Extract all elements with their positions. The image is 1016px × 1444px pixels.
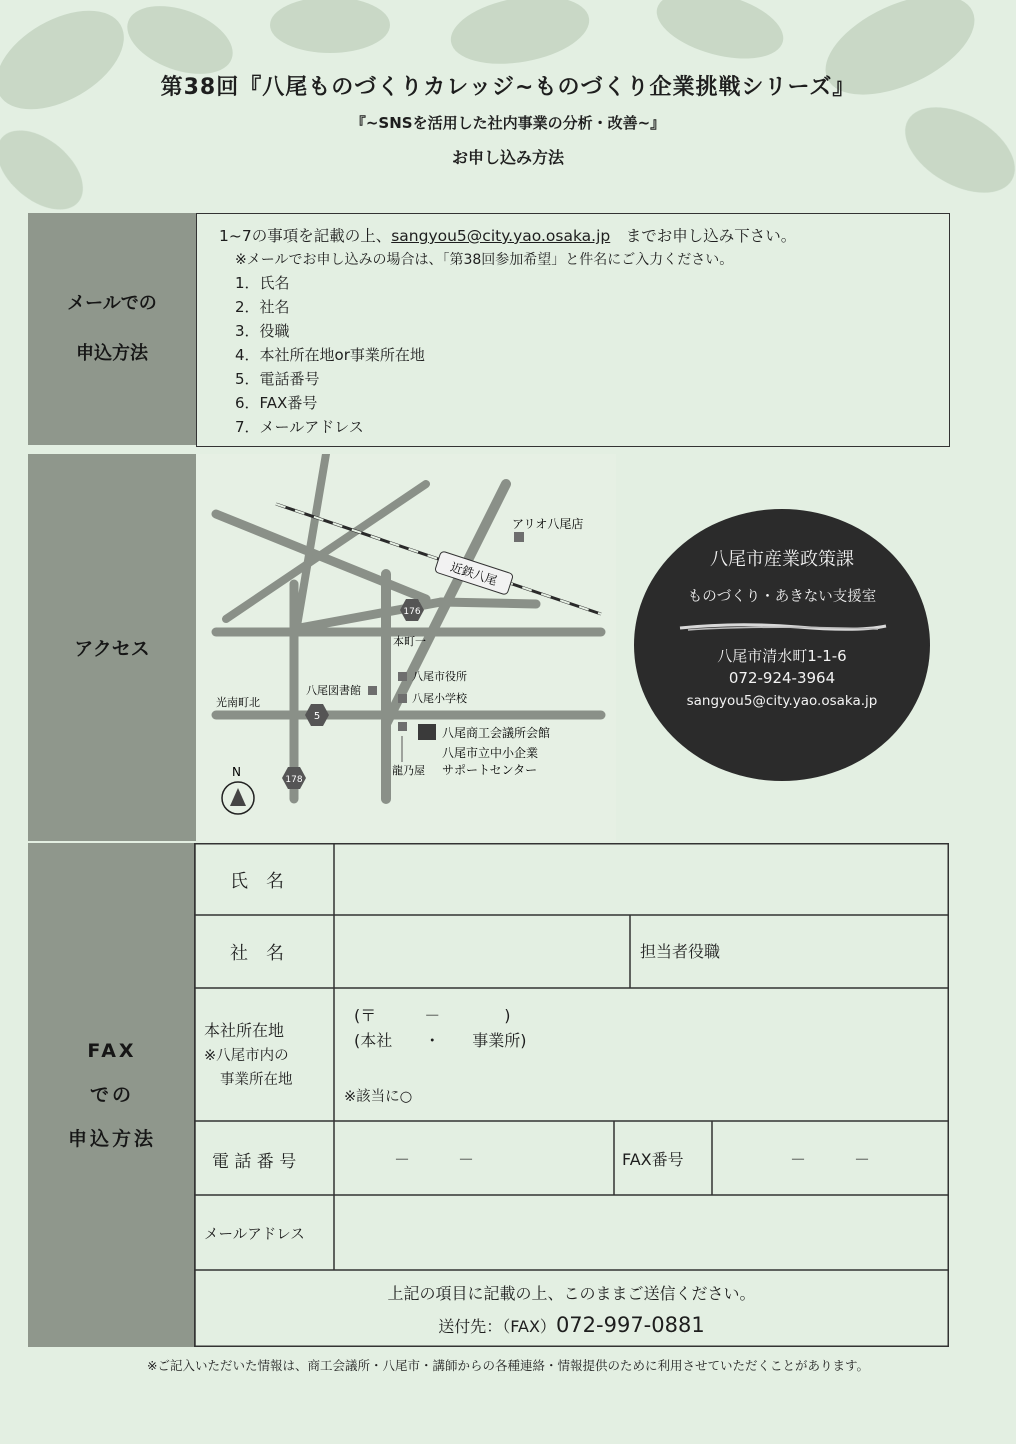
brush-stroke-divider — [678, 621, 888, 633]
list-item: 3．役職 — [235, 322, 290, 340]
email-link[interactable]: sangyou5@city.yao.osaka.jp — [391, 227, 611, 245]
mail-label-line2: 申込方法 — [75, 343, 148, 364]
fax-number-label: FAX番号 — [622, 1150, 684, 1169]
contact-badge — [634, 509, 930, 781]
send-to-label: 送付先：（FAX） — [438, 1317, 556, 1336]
name-label: 氏 名 — [230, 871, 284, 892]
station-label: 近鉄八尾 — [448, 559, 499, 589]
send-to-line — [194, 1313, 949, 1337]
fax-section-label — [28, 843, 196, 1347]
address-note-line1: ※八尾市内の — [204, 1048, 289, 1064]
role-label: 担当者役職 — [640, 942, 721, 961]
company-label: 社 名 — [230, 943, 284, 964]
list-item: 7．メールアドレス — [235, 418, 364, 436]
library-label: 八尾図書館 — [306, 684, 361, 697]
mail-intro-suffix: までお申し込み下さい。 — [625, 227, 797, 245]
list-item: 4．本社所在地or事業所在地 — [235, 346, 425, 364]
mail-label-line1: メールでの — [67, 293, 157, 314]
route-5-label: 5 — [313, 711, 321, 722]
office-name: ものづくり・あきない支援室 — [687, 589, 877, 605]
ario-label: アリオ八尾店 — [512, 517, 584, 531]
route-176-label: 176 — [403, 607, 421, 617]
center-label-line1: 八尾市立中小企業 — [442, 746, 539, 760]
fax-form — [194, 843, 949, 1347]
list-item: 1．氏名 — [235, 274, 290, 292]
phone-label: 電 話 番 号 — [212, 1152, 297, 1172]
postal-code-field[interactable]: (〒 － ) — [354, 1006, 511, 1025]
mail-instructions-box — [196, 213, 950, 447]
address-note-line2: 事業所在地 — [220, 1072, 293, 1088]
mail-note: ※メールでお申し込みの場合は、「第38回参加希望」と件名にご入力ください。 — [235, 252, 734, 268]
footer-note: ※ご記入いただいた情報は、商工会議所・八尾市・講師からの各種連絡・情報提供のために利用させていただくことがあります。 — [147, 1358, 869, 1373]
email-field[interactable] — [336, 1197, 946, 1268]
mail-intro-prefix: 1~7の事項を記載の上、 — [219, 227, 392, 245]
fax-number-value: 072-997-0881 — [555, 1313, 705, 1337]
badge-address: 八尾市清水町1-1-6 — [717, 647, 847, 665]
fax-label-line1: FAX — [87, 1040, 137, 1062]
role-field[interactable] — [754, 917, 946, 986]
city-hall-label: 八尾市役所 — [412, 670, 467, 683]
send-instruction: 上記の項目に記載の上、このままご送信ください。 — [387, 1284, 756, 1303]
mail-section-label — [28, 213, 196, 445]
badge-email: sangyou5@city.yao.osaka.jp — [686, 693, 878, 709]
konan-label: 光南町北 — [216, 696, 260, 709]
office-type-choice[interactable]: (本社 ・ 事業所) — [354, 1031, 527, 1050]
email-label: メールアドレス — [204, 1227, 305, 1243]
list-item: 5．電話番号 — [235, 370, 320, 388]
route-178-label: 178 — [285, 775, 303, 785]
list-item: 2．社名 — [235, 298, 290, 316]
badge-tel: 072-924-3964 — [728, 669, 836, 687]
section-heading: お申し込み方法 — [451, 148, 564, 167]
fax-label-line3: 申込方法 — [67, 1128, 156, 1150]
list-item: 6．FAX番号 — [235, 394, 318, 412]
center-label-line2: サポートセンター — [442, 763, 538, 777]
required-items-list — [235, 271, 425, 439]
fax-label-line2: での — [89, 1084, 134, 1106]
honmachi-label: 本町一 — [393, 635, 426, 648]
leaf-decoration — [0, 0, 1016, 220]
access-section-label: アクセス — [28, 454, 196, 841]
access-map — [196, 454, 616, 841]
company-field[interactable] — [336, 917, 628, 986]
name-field[interactable] — [336, 845, 946, 913]
check-note: ※該当に○ — [344, 1089, 413, 1105]
dept-name: 八尾市産業政策課 — [710, 549, 854, 570]
page-subtitle: 『~SNSを活用した社内事業の分析・改善~』 — [350, 114, 666, 132]
school-label: 八尾小学校 — [412, 692, 467, 705]
north-label: N — [232, 765, 241, 779]
page-title: 第38回『八尾ものづくりカレッジ~ものづくり企業挑戦シリーズ』 — [160, 75, 856, 100]
fax-number-field[interactable]: － － — [790, 1150, 871, 1169]
mail-intro — [219, 224, 796, 246]
tatsunoya-label: 龍乃屋 — [392, 764, 425, 777]
address-label: 本社所在地 — [204, 1021, 285, 1040]
phone-field[interactable]: － － — [394, 1150, 475, 1169]
chamber-label: 八尾商工会議所会館 — [442, 726, 551, 740]
